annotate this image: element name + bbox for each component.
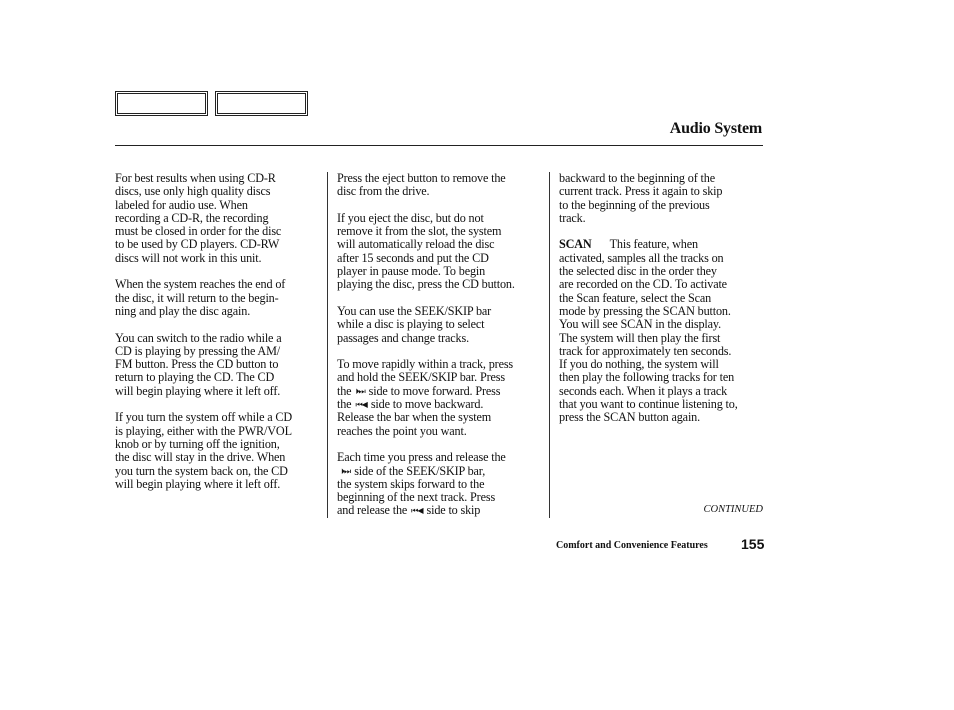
text-line: FM button. Press the CD button to [115,357,279,372]
text-line: playing the disc, press the CD button. [337,277,515,292]
text-line: will automatically reload the disc [337,237,495,252]
text-line: ning and play the disc again. [115,303,251,318]
text-line: recording a CD-R, the recording [115,210,269,225]
skip-back-icon: ⏮◀ [355,400,367,410]
text-line: remove it from the slot, the system [337,224,502,239]
text-line: is playing, either with the PWR/VOL [115,423,292,438]
skip-back-icon: ⏮◀ [411,506,423,516]
text-fragment: side of the SEEK/SKIP bar, [354,463,486,478]
text-line: knob or by turning off the ignition, [115,436,280,451]
previous-page-button[interactable] [115,91,208,116]
text-fragment: This feature, when [609,237,698,252]
text-line: discs will not work in this unit. [115,250,262,265]
text-line: will begin playing where it left off. [115,476,281,491]
paragraph-end-of-disc [115,278,322,318]
text-line: reaches the point you want. [337,423,467,438]
text-line: current track. Press it again to skip [559,184,723,199]
text-line: If you do nothing, the system will [559,357,719,372]
text-line: activated, samples all the tracks on [559,250,724,265]
footer-section-label: Comfort and Convenience Features [556,540,708,551]
text-line: passages and change tracks. [337,330,469,345]
continued-label: CONTINUED [703,504,763,515]
paragraph-system-off [115,411,322,491]
text-line: return to playing the CD. The CD [115,370,275,385]
text-line: track. [559,210,586,225]
skip-forward-icon: ⏵⏭ [355,386,365,396]
paragraph-skip-backward [559,172,766,225]
text-line [559,238,766,251]
text-line: the system skips forward to the [337,476,485,491]
text-line: must be closed in order for the disc [115,224,282,239]
text-line: player in pause mode. To begin [337,264,486,279]
text-line [337,465,545,478]
text-line: are recorded on the CD. To activate [559,277,727,292]
next-page-button[interactable] [215,91,308,116]
text-line: Press the eject button to remove the [337,171,506,185]
text-line: Each time you press and release the [337,450,506,465]
text-line [337,504,545,517]
paragraph-move-rapidly [337,358,545,438]
text-line: and hold the SEEK/SKIP bar. Press [337,370,505,385]
text-line: You will see SCAN in the display. [559,317,721,332]
text-line: To move rapidly within a track, press [337,357,514,372]
text-line: If you turn the system off while a CD [115,410,293,425]
text-line: will begin playing where it left off. [115,383,281,398]
header-rule [115,145,763,146]
text-line: then play the following tracks for ten [559,370,735,385]
text-line: the selected disc in the order they [559,264,717,279]
text-line: If you eject the disc, but do not [337,210,484,225]
paragraph-cdr [115,172,322,265]
text-fragment: and release the [337,503,408,518]
scan-term: SCAN [559,237,592,252]
text-line: while a disc is playing to select [337,317,485,332]
text-line [337,385,545,398]
text-line: you turn the system back on, the CD [115,463,288,478]
paragraph-switch-radio [115,332,322,398]
paragraph-auto-reload [337,212,545,292]
text-fragment: the [337,397,352,412]
text-line [337,398,545,411]
paragraph-eject [337,172,545,199]
paragraph-press-release [337,451,545,517]
text-line: labeled for audio use. When [115,197,248,212]
text-line: track for approximately ten seconds. [559,343,732,358]
text-fragment: the [337,383,352,398]
text-line: mode by pressing the SCAN button. [559,303,731,318]
text-line: the disc will stay in the drive. When [115,450,286,465]
text-line: the Scan feature, select the Scan [559,290,712,305]
text-line: after 15 seconds and put the CD [337,250,489,265]
text-column-1 [115,172,322,504]
skip-forward-icon: ⏵⏭ [341,466,351,476]
text-line: to the beginning of the previous [559,197,710,212]
paragraph-seek-skip [337,305,545,345]
column-divider [549,172,550,518]
column-divider [327,172,328,518]
text-line: CD is playing by pressing the AM/ [115,343,280,358]
text-line: For best results when using CD-R [115,171,276,185]
text-column-3 [559,172,766,438]
page-number: 155 [741,536,765,552]
text-fragment: side to move forward. Press [368,383,501,398]
text-line: backward to the beginning of the [559,171,715,185]
text-line: You can switch to the radio while a [115,330,282,345]
text-line: Release the bar when the system [337,410,492,425]
paragraph-scan [559,238,766,424]
text-line: The system will then play the first [559,330,721,345]
text-line: When the system reaches the end of [115,277,286,292]
text-line: You can use the SEEK/SKIP bar [337,303,492,318]
text-line: disc from the drive. [337,184,430,199]
text-line: the disc, it will return to the begin- [115,290,279,305]
text-column-2 [337,172,545,531]
text-fragment: side to move backward. [370,397,484,412]
section-title: Audio System [669,120,762,137]
text-line: beginning of the next track. Press [337,490,496,505]
text-line: to be used by CD players. CD-RW [115,237,280,252]
text-line: that you want to continue listening to, [559,397,738,412]
text-fragment: side to skip [426,503,481,518]
text-line: discs, use only high quality discs [115,184,271,199]
text-line: press the SCAN button again. [559,410,701,425]
text-line: seconds each. When it plays a track [559,383,728,398]
